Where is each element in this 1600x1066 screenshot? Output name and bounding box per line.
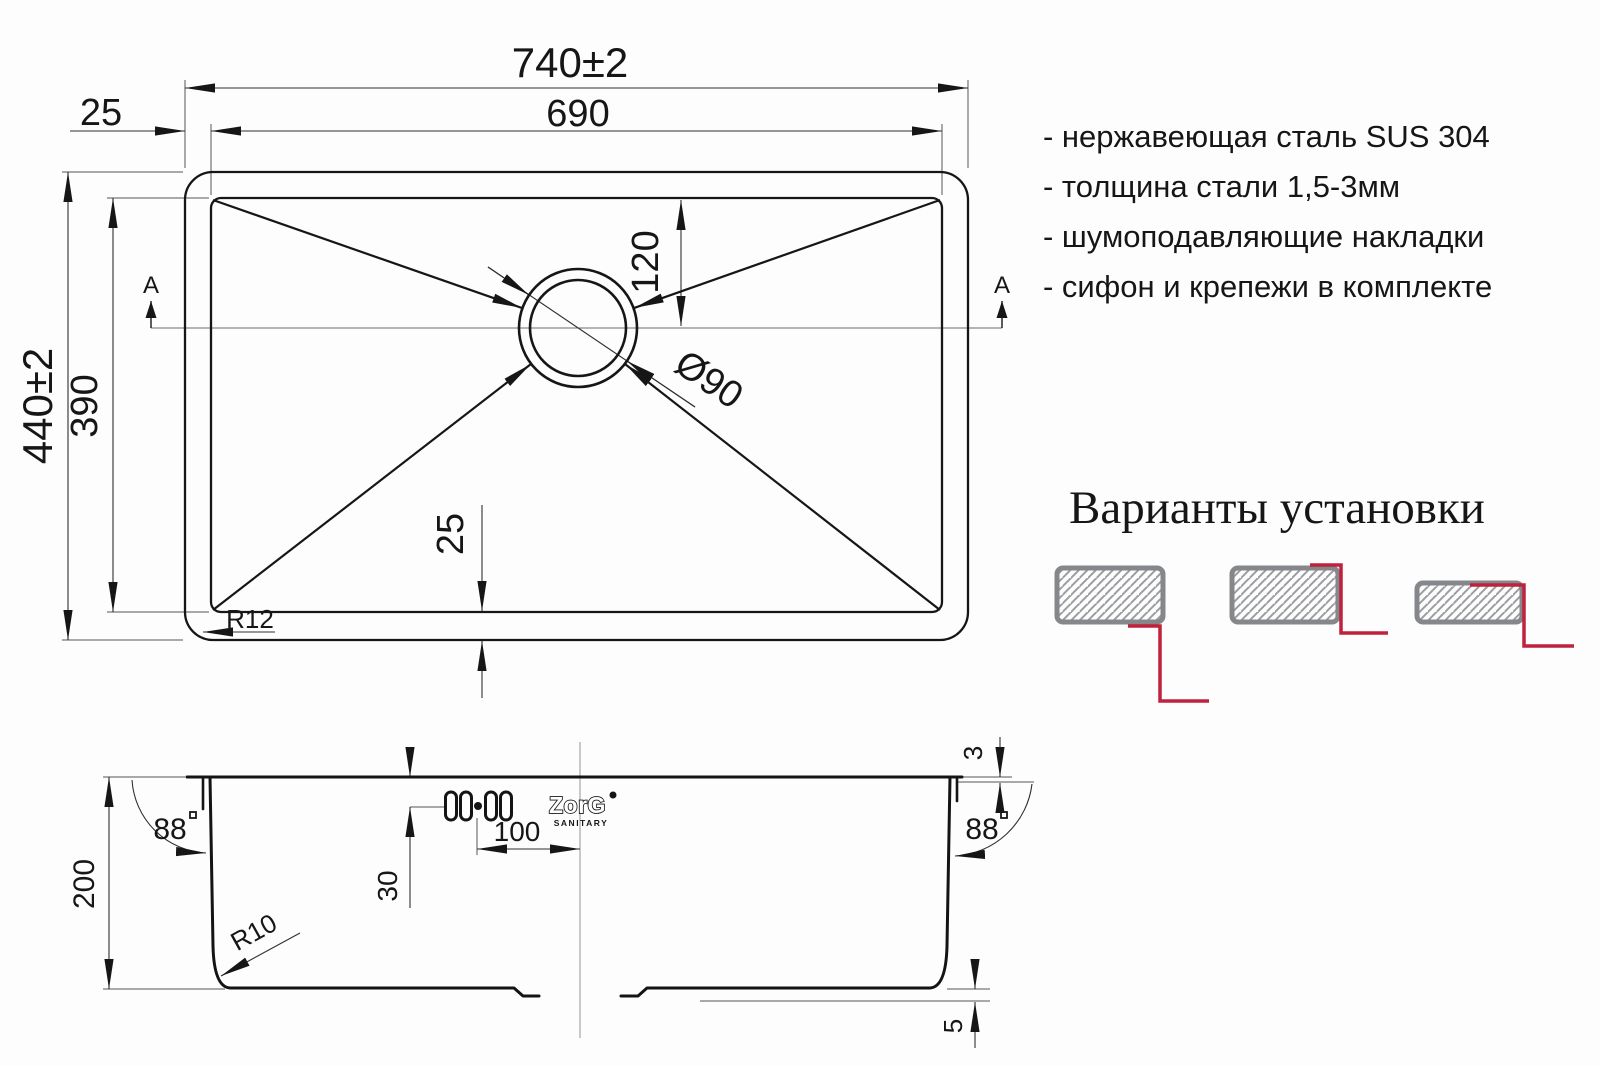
dim-holes-drop: 30 (372, 870, 403, 902)
install-diagram-undermount (1057, 568, 1209, 701)
dim-rim-bottom: 25 (430, 512, 472, 556)
spec-item-2: - толщина стали 1,5-3мм (1043, 169, 1401, 204)
bowl-slope-line-tr (634, 200, 940, 308)
hole-center-dot (474, 802, 482, 810)
section-letter-left: A (142, 272, 160, 299)
bowl-slope-line-br (625, 364, 940, 610)
dim-rim-left: 25 (79, 92, 123, 134)
install-diagram-flush (1232, 565, 1388, 633)
dim-bottom-radius: R10 (225, 907, 282, 957)
dim-outer-height: 440±2 (14, 347, 61, 465)
sink-bowl-edge (211, 198, 942, 612)
bowl-slope-line-tl (213, 200, 522, 308)
dim-drain-offset: 120 (625, 230, 667, 294)
logo-dot (610, 792, 617, 799)
bowl-slope-line-bl (213, 364, 531, 610)
spec-item-4: - сифон и крепежи в комплекте (1043, 269, 1493, 304)
degree-square-left (190, 812, 196, 818)
dim-rim-lip: 3 (958, 745, 988, 761)
dim-corner-radius: R12 (226, 604, 274, 634)
section-view (68, 737, 1034, 1048)
logo-sub: SANITARY (553, 818, 609, 828)
section-letter-right: A (993, 272, 1011, 299)
dim-bottom-slope: 5 (938, 1018, 968, 1034)
install-diagram-topmount (1417, 583, 1574, 646)
dim-outer-width: 740±2 (511, 39, 629, 86)
install-title: Варианты установки (1069, 482, 1485, 534)
spec-item-1: - нержавеющая сталь SUS 304 (1043, 119, 1490, 154)
countertop-section-1 (1057, 568, 1163, 622)
dim-angle-right: 88 (965, 813, 999, 846)
dim-depth: 200 (68, 858, 101, 910)
dim-angle-left: 88 (153, 813, 187, 846)
specs-list (1043, 119, 1492, 304)
dim-inner-height: 390 (64, 374, 106, 438)
countertop-section-3 (1417, 583, 1522, 622)
dim-drain-diameter: Ø90 (667, 342, 751, 418)
top-view (14, 39, 1010, 698)
spec-item-3: - шумоподавляющие накладки (1043, 219, 1485, 254)
sink-edge-line-1 (1128, 626, 1209, 701)
dim-holes-to-center: 100 (493, 816, 541, 847)
logo-name: ZorG (549, 792, 606, 818)
sink-outer-rim (185, 172, 968, 640)
install-options (1057, 482, 1574, 701)
profile-right-wall (621, 777, 950, 996)
countertop-section-2 (1232, 568, 1338, 622)
extension-lines (62, 80, 968, 640)
brand-logo (549, 792, 617, 829)
top-view-dimension-lines (68, 88, 968, 698)
degree-square-right (1001, 812, 1007, 818)
dim-inner-width: 690 (546, 93, 610, 135)
sink-outline-top (185, 172, 968, 640)
